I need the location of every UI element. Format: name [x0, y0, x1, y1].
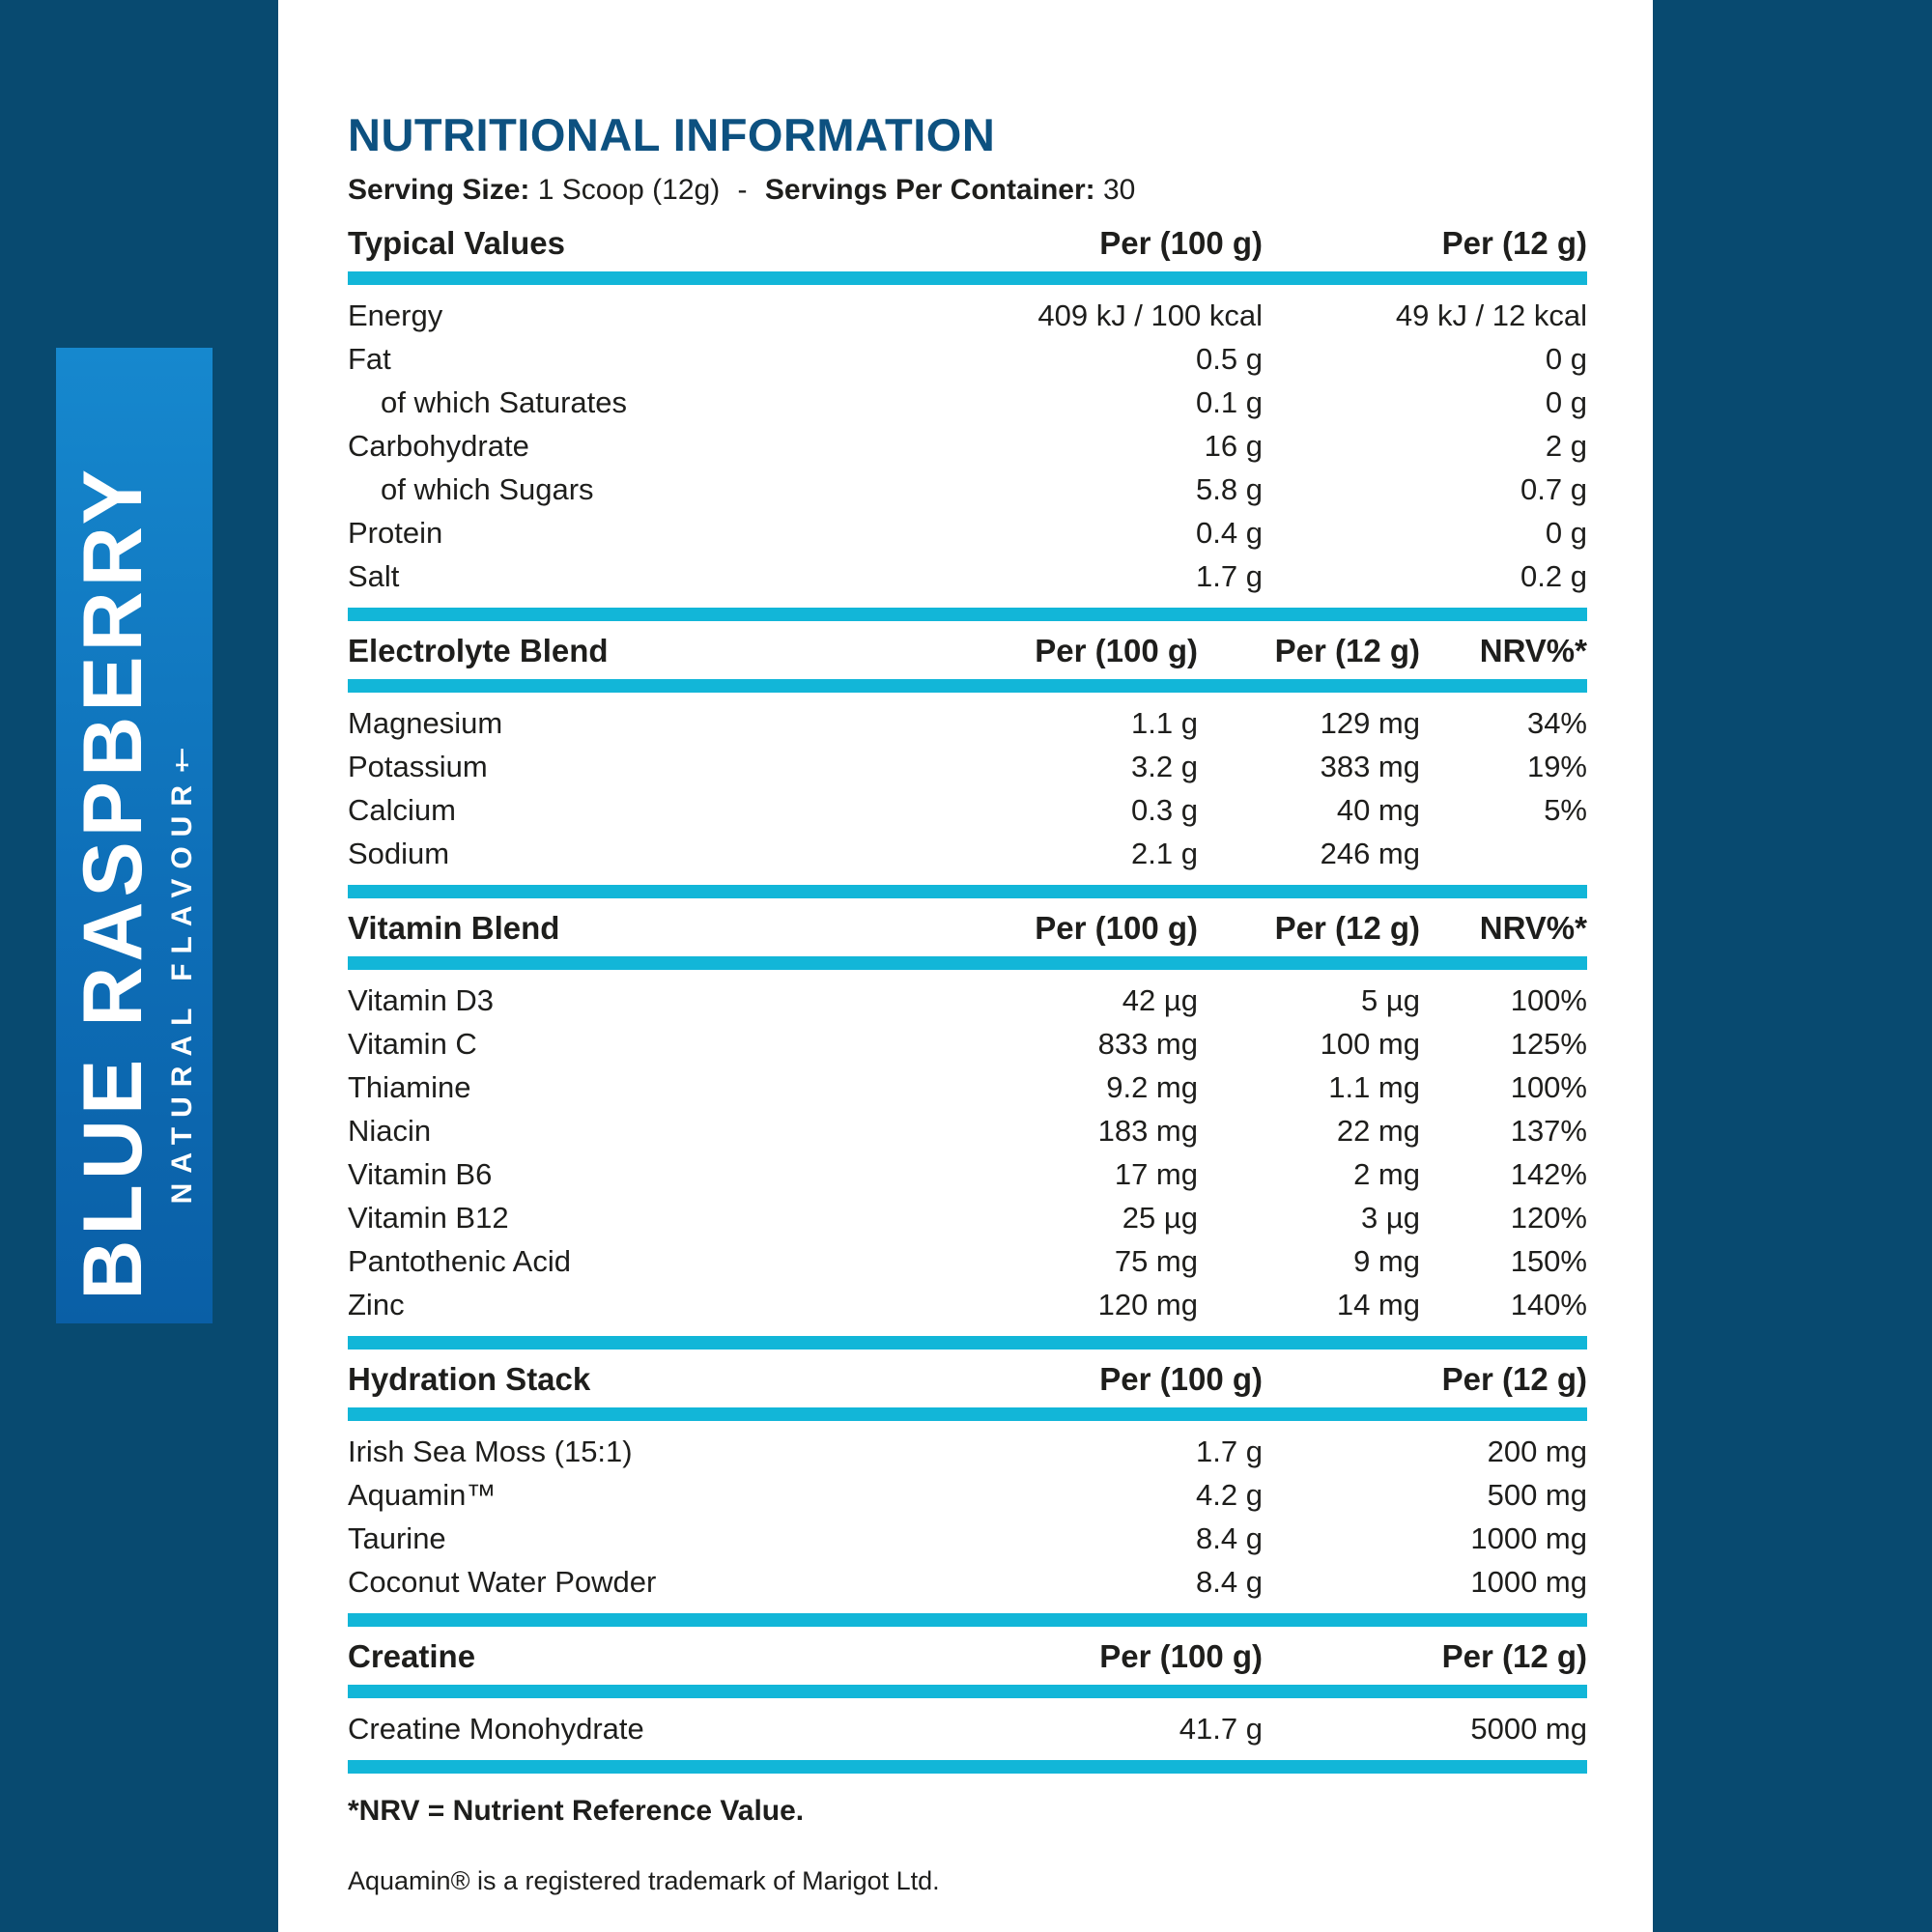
nutrient-label: Vitamin D3 [348, 983, 495, 1017]
right-navy-band [1653, 0, 1932, 1932]
table-row [348, 832, 1587, 875]
nutrient-label: Niacin [348, 1114, 432, 1148]
section-rows [348, 970, 1587, 1336]
section-header-row [348, 1640, 1587, 1672]
nutrient-label: Thiamine [348, 1070, 471, 1104]
nutrient-value: 75 mg [1114, 1244, 1198, 1278]
nutrient-value: 0.3 g [1131, 793, 1198, 827]
divider-bar [348, 1760, 1587, 1774]
table-row [348, 1152, 1587, 1196]
nutrient-label: Aquamin™ [348, 1478, 497, 1512]
divider-bar [348, 271, 1587, 285]
table-row [348, 511, 1587, 554]
nutrient-value: 0 g [1545, 516, 1587, 550]
table-row [348, 1517, 1587, 1560]
nutrient-value: 0.1 g [1196, 385, 1263, 419]
section-title: Vitamin Blend [348, 910, 560, 946]
flavor-panel [56, 348, 213, 1323]
nutrient-value: 8.4 g [1196, 1521, 1263, 1555]
nutrient-label: Creatine Monohydrate [348, 1712, 644, 1746]
nutrient-label: Protein [348, 516, 443, 550]
servings-per-container-label: Servings Per Container: [764, 174, 1095, 206]
column-header: Per (12 g) [1274, 633, 1420, 668]
nutrient-value: 1.7 g [1196, 1435, 1263, 1468]
nutrient-value: 0 g [1545, 342, 1587, 376]
nutrient-label: Irish Sea Moss (15:1) [348, 1435, 633, 1468]
nutrient-label: Coconut Water Powder [348, 1565, 657, 1599]
nutrient-value: 100% [1510, 983, 1587, 1017]
nutrient-value: 1.1 mg [1328, 1070, 1420, 1104]
nutrient-value: 5.8 g [1196, 472, 1263, 506]
nutrient-value: 0.7 g [1520, 472, 1587, 506]
nutrient-value: 129 mg [1320, 706, 1420, 740]
table-row [348, 1196, 1587, 1239]
nutrient-label: Energy [348, 298, 443, 332]
nutrient-value: 383 mg [1320, 750, 1420, 783]
nutrient-value: 19% [1526, 750, 1587, 783]
nrv-footnote: *NRV = Nutrient Reference Value. [348, 1795, 805, 1827]
section-title: Hydration Stack [348, 1361, 591, 1397]
nutrient-value: 2 mg [1353, 1157, 1420, 1191]
nutrient-value: 0.2 g [1520, 559, 1587, 593]
nutrient-value: 409 kJ / 100 kcal [1037, 298, 1263, 332]
section-rows [348, 285, 1587, 608]
nutrient-value: 0.5 g [1196, 342, 1263, 376]
nutrient-value: 25 µg [1122, 1201, 1198, 1235]
nutrient-label: Salt [348, 559, 400, 593]
divider-bar [348, 956, 1587, 970]
flavor-subtitle: NATURAL FLAVOUR† [166, 733, 198, 1204]
nutrient-value: 2.1 g [1131, 837, 1198, 870]
table-row [348, 554, 1587, 598]
nutrient-label: Calcium [348, 793, 456, 827]
serving-size-value: 1 Scoop (12g) [537, 174, 721, 206]
table-row [348, 1283, 1587, 1326]
nutrient-value: 16 g [1204, 429, 1263, 463]
section-title: Creatine [348, 1638, 476, 1674]
divider-bar [348, 1407, 1587, 1421]
nutrient-value: 246 mg [1320, 837, 1420, 870]
table-row [348, 979, 1587, 1022]
nutrient-value: 1.7 g [1196, 559, 1263, 593]
nutrient-value: 3 µg [1361, 1201, 1420, 1235]
column-header: NRV%* [1479, 910, 1587, 946]
nutrient-value: 100 mg [1320, 1027, 1420, 1061]
column-header: Per (12 g) [1441, 1361, 1587, 1397]
table-row [348, 1109, 1587, 1152]
divider-bar [348, 679, 1587, 693]
nutrient-value: 150% [1510, 1244, 1587, 1278]
table-row [348, 1065, 1587, 1109]
table-row [348, 381, 1587, 424]
table-row [348, 1239, 1587, 1283]
section-title: Electrolyte Blend [348, 633, 609, 668]
nutrient-value: 40 mg [1336, 793, 1420, 827]
nutrient-value: 183 mg [1097, 1114, 1198, 1148]
table-row [348, 788, 1587, 832]
divider-bar [348, 1685, 1587, 1698]
table-row [348, 1560, 1587, 1604]
nutrient-value: 49 kJ / 12 kcal [1395, 298, 1587, 332]
nutrient-label: Vitamin B12 [348, 1201, 509, 1235]
nutrient-value: 3.2 g [1131, 750, 1198, 783]
table-row [348, 1473, 1587, 1517]
section-header-row [348, 912, 1587, 944]
nutrient-value: 0.4 g [1196, 516, 1263, 550]
nutrient-value: 833 mg [1097, 1027, 1198, 1061]
nutrient-value: 17 mg [1114, 1157, 1198, 1191]
table-row [348, 337, 1587, 381]
nutrient-label: Fat [348, 342, 391, 376]
nutrient-value: 500 mg [1487, 1478, 1587, 1512]
nutrient-label: Carbohydrate [348, 429, 529, 463]
nutrient-label: Potassium [348, 750, 488, 783]
nutrient-value: 8.4 g [1196, 1565, 1263, 1599]
nutrient-value: 100% [1510, 1070, 1587, 1104]
nutrient-value: 9.2 mg [1106, 1070, 1198, 1104]
nutrient-value: 34% [1526, 706, 1587, 740]
nutrient-value: 2 g [1545, 429, 1587, 463]
nutrient-label: of which Sugars [381, 472, 594, 506]
flavor-name: BLUE RASPBERRY [67, 465, 159, 1300]
nutrient-value: 9 mg [1353, 1244, 1420, 1278]
section-rows [348, 693, 1587, 885]
left-navy-band [0, 0, 278, 1932]
nutrient-value: 142% [1510, 1157, 1587, 1191]
nutrient-value: 4.2 g [1196, 1478, 1263, 1512]
section-rows [348, 1421, 1587, 1613]
divider-bar [348, 885, 1587, 898]
column-header: NRV%* [1479, 633, 1587, 668]
table-row [348, 424, 1587, 468]
trademark-footnote: Aquamin® is a registered trademark of Marigot Ltd. [348, 1866, 940, 1895]
column-header: Per (100 g) [1035, 633, 1198, 668]
nutrient-value: 125% [1510, 1027, 1587, 1061]
nutrient-value: 42 µg [1122, 983, 1198, 1017]
nutrient-value: 1000 mg [1470, 1565, 1587, 1599]
nutrient-value: 200 mg [1487, 1435, 1587, 1468]
table-row [348, 1430, 1587, 1473]
column-header: Per (12 g) [1441, 1638, 1587, 1674]
section-header-row [348, 227, 1587, 259]
column-header: Per (12 g) [1441, 225, 1587, 261]
table-row [348, 745, 1587, 788]
column-header: Per (100 g) [1035, 910, 1198, 946]
nutrient-label: of which Saturates [381, 385, 628, 419]
nutrient-label: Zinc [348, 1288, 405, 1321]
column-header: Per (100 g) [1099, 225, 1263, 261]
divider-bar [348, 608, 1587, 621]
section-title: Typical Values [348, 225, 566, 261]
nutrition-panel [278, 0, 1653, 1932]
divider-bar [348, 1613, 1587, 1627]
serving-separator: - [737, 174, 748, 206]
section-header-row [348, 1363, 1587, 1395]
column-header: Per (100 g) [1099, 1361, 1263, 1397]
servings-per-container-value: 30 [1103, 174, 1136, 206]
table-row [348, 1022, 1587, 1065]
nutrient-value: 41.7 g [1179, 1712, 1263, 1746]
section-rows [348, 1698, 1587, 1760]
nutrient-value: 22 mg [1336, 1114, 1420, 1148]
nutrient-value: 5 µg [1361, 983, 1420, 1017]
divider-bar [348, 1336, 1587, 1350]
column-header: Per (100 g) [1099, 1638, 1263, 1674]
nutrient-value: 137% [1510, 1114, 1587, 1148]
nutrient-value: 5% [1544, 793, 1587, 827]
serving-line [348, 174, 1587, 206]
nutrient-value: 1.1 g [1131, 706, 1198, 740]
nutrient-value: 1000 mg [1470, 1521, 1587, 1555]
nutrient-value: 5000 mg [1470, 1712, 1587, 1746]
nutrient-label: Sodium [348, 837, 450, 870]
nutrient-value: 0 g [1545, 385, 1587, 419]
nutrient-value: 140% [1510, 1288, 1587, 1321]
section-header-row [348, 635, 1587, 667]
serving-size-label: Serving Size: [348, 174, 530, 206]
nutrient-value: 120 mg [1097, 1288, 1198, 1321]
table-row [348, 701, 1587, 745]
nutrient-value: 14 mg [1336, 1288, 1420, 1321]
nutrient-label: Pantothenic Acid [348, 1244, 571, 1278]
nutrient-label: Vitamin B6 [348, 1157, 493, 1191]
table-row [348, 468, 1587, 511]
column-header: Per (12 g) [1274, 910, 1420, 946]
table-row [348, 294, 1587, 337]
table-row [348, 1707, 1587, 1750]
nutrient-value: 120% [1510, 1201, 1587, 1235]
nutrient-label: Taurine [348, 1521, 446, 1555]
nutrition-table [348, 227, 1587, 1774]
nutrient-label: Vitamin C [348, 1027, 477, 1061]
nutrient-label: Magnesium [348, 706, 503, 740]
page-title: NUTRITIONAL INFORMATION [348, 109, 996, 160]
